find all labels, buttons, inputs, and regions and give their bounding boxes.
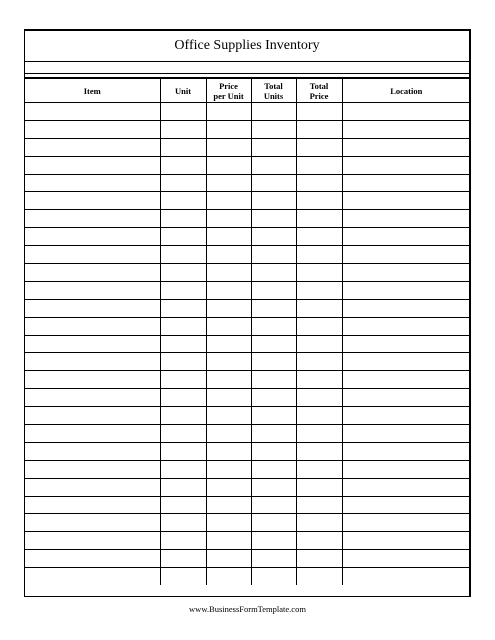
cell-total-units[interactable] <box>251 246 296 264</box>
cell-location[interactable] <box>342 460 470 478</box>
table-row <box>25 425 470 443</box>
table-row <box>25 246 470 264</box>
cell-location[interactable] <box>342 407 470 425</box>
cell-item[interactable] <box>25 389 160 407</box>
table-row <box>25 496 470 514</box>
cell-price-per-unit[interactable] <box>206 550 251 568</box>
cell-item[interactable] <box>25 156 160 174</box>
footer-url: www.BusinessFormTemplate.com <box>189 604 306 614</box>
table-row <box>25 407 470 425</box>
cell-total-units[interactable] <box>251 264 296 282</box>
cell-total-units[interactable] <box>251 353 296 371</box>
cell-location[interactable] <box>342 281 470 299</box>
cell-unit[interactable] <box>160 353 206 371</box>
cell-total-price[interactable] <box>296 568 342 585</box>
cell-location[interactable] <box>342 478 470 496</box>
cell-unit[interactable] <box>160 246 206 264</box>
cell-item[interactable] <box>25 228 160 246</box>
cell-unit[interactable] <box>160 514 206 532</box>
cell-location[interactable] <box>342 389 470 407</box>
cell-total-units[interactable] <box>251 425 296 443</box>
table-row <box>25 532 470 550</box>
cell-price-per-unit[interactable] <box>206 317 251 335</box>
cell-location[interactable] <box>342 532 470 550</box>
table-row <box>25 192 470 210</box>
column-header-label: Total Price <box>309 80 329 101</box>
table-row <box>25 281 470 299</box>
cell-total-price[interactable] <box>296 299 342 317</box>
cell-location[interactable] <box>342 371 470 389</box>
table-row <box>25 568 470 585</box>
cell-total-price[interactable] <box>296 478 342 496</box>
cell-price-per-unit[interactable] <box>206 568 251 585</box>
table-row <box>25 210 470 228</box>
cell-total-units[interactable] <box>251 228 296 246</box>
header-divider <box>25 73 469 74</box>
cell-location[interactable] <box>342 353 470 371</box>
cell-total-units[interactable] <box>251 174 296 192</box>
table-row <box>25 389 470 407</box>
column-header-label: Price per Unit <box>213 80 244 101</box>
cell-price-per-unit[interactable] <box>206 299 251 317</box>
cell-total-price[interactable] <box>296 353 342 371</box>
cell-unit[interactable] <box>160 174 206 192</box>
cell-location[interactable] <box>342 335 470 353</box>
inventory-form-frame <box>24 29 471 597</box>
cell-item[interactable] <box>25 103 160 121</box>
cell-unit[interactable] <box>160 460 206 478</box>
cell-total-price[interactable] <box>296 192 342 210</box>
form-title: Office Supplies Inventory <box>25 31 469 62</box>
cell-item[interactable] <box>25 371 160 389</box>
table-row <box>25 228 470 246</box>
table-header-row <box>25 78 470 103</box>
cell-item[interactable] <box>25 120 160 138</box>
cell-total-units[interactable] <box>251 532 296 550</box>
table-row <box>25 156 470 174</box>
cell-total-price[interactable] <box>296 460 342 478</box>
cell-location[interactable] <box>342 496 470 514</box>
cell-total-price[interactable] <box>296 210 342 228</box>
cell-unit[interactable] <box>160 138 206 156</box>
cell-location[interactable] <box>342 156 470 174</box>
cell-unit[interactable] <box>160 496 206 514</box>
cell-unit[interactable] <box>160 156 206 174</box>
cell-unit[interactable] <box>160 550 206 568</box>
table-row <box>25 478 470 496</box>
table-row <box>25 335 470 353</box>
cell-total-units[interactable] <box>251 389 296 407</box>
cell-total-units[interactable] <box>251 103 296 121</box>
cell-item[interactable] <box>25 442 160 460</box>
cell-item[interactable] <box>25 550 160 568</box>
cell-location[interactable] <box>342 425 470 443</box>
cell-item[interactable] <box>25 246 160 264</box>
table-row <box>25 299 470 317</box>
cell-price-per-unit[interactable] <box>206 496 251 514</box>
cell-total-price[interactable] <box>296 550 342 568</box>
cell-unit[interactable] <box>160 317 206 335</box>
column-header-unit <box>160 78 206 103</box>
cell-total-units[interactable] <box>251 568 296 585</box>
cell-price-per-unit[interactable] <box>206 532 251 550</box>
cell-price-per-unit[interactable] <box>206 192 251 210</box>
cell-item[interactable] <box>25 460 160 478</box>
cell-unit[interactable] <box>160 120 206 138</box>
column-header-label: Unit <box>174 85 192 96</box>
cell-unit[interactable] <box>160 299 206 317</box>
cell-unit[interactable] <box>160 407 206 425</box>
cell-total-price[interactable] <box>296 407 342 425</box>
cell-price-per-unit[interactable] <box>206 514 251 532</box>
cell-item[interactable] <box>25 496 160 514</box>
cell-total-units[interactable] <box>251 335 296 353</box>
cell-item[interactable] <box>25 138 160 156</box>
cell-total-units[interactable] <box>251 317 296 335</box>
table-row <box>25 103 470 121</box>
cell-total-units[interactable] <box>251 550 296 568</box>
cell-unit[interactable] <box>160 371 206 389</box>
table-row <box>25 514 470 532</box>
cell-price-per-unit[interactable] <box>206 460 251 478</box>
cell-location[interactable] <box>342 103 470 121</box>
column-header-location <box>342 78 470 103</box>
column-header-label: Location <box>390 85 423 96</box>
cell-item[interactable] <box>25 210 160 228</box>
cell-item[interactable] <box>25 299 160 317</box>
cell-price-per-unit[interactable] <box>206 353 251 371</box>
cell-total-units[interactable] <box>251 120 296 138</box>
cell-total-price[interactable] <box>296 228 342 246</box>
cell-location[interactable] <box>342 138 470 156</box>
cell-price-per-unit[interactable] <box>206 210 251 228</box>
table-row <box>25 264 470 282</box>
cell-location[interactable] <box>342 550 470 568</box>
table-row <box>25 120 470 138</box>
cell-location[interactable] <box>342 317 470 335</box>
cell-location[interactable] <box>342 120 470 138</box>
column-header-price-per-unit <box>206 78 251 103</box>
cell-location[interactable] <box>342 442 470 460</box>
cell-price-per-unit[interactable] <box>206 389 251 407</box>
cell-item[interactable] <box>25 425 160 443</box>
cell-unit[interactable] <box>160 192 206 210</box>
cell-total-price[interactable] <box>296 156 342 174</box>
cell-price-per-unit[interactable] <box>206 174 251 192</box>
cell-total-units[interactable] <box>251 138 296 156</box>
cell-location[interactable] <box>342 514 470 532</box>
cell-price-per-unit[interactable] <box>206 246 251 264</box>
table-row <box>25 138 470 156</box>
column-header-item <box>25 78 160 103</box>
cell-price-per-unit[interactable] <box>206 407 251 425</box>
cell-total-units[interactable] <box>251 407 296 425</box>
cell-unit[interactable] <box>160 264 206 282</box>
inventory-table <box>25 77 470 585</box>
cell-item[interactable] <box>25 174 160 192</box>
cell-unit[interactable] <box>160 425 206 443</box>
cell-total-price[interactable] <box>296 514 342 532</box>
cell-total-price[interactable] <box>296 103 342 121</box>
column-header-total-units <box>251 78 296 103</box>
cell-item[interactable] <box>25 353 160 371</box>
cell-item[interactable] <box>25 407 160 425</box>
cell-total-units[interactable] <box>251 192 296 210</box>
cell-total-units[interactable] <box>251 299 296 317</box>
cell-price-per-unit[interactable] <box>206 103 251 121</box>
cell-total-units[interactable] <box>251 210 296 228</box>
table-row <box>25 317 470 335</box>
cell-total-price[interactable] <box>296 389 342 407</box>
cell-unit[interactable] <box>160 281 206 299</box>
cell-item[interactable] <box>25 281 160 299</box>
cell-total-price[interactable] <box>296 281 342 299</box>
cell-unit[interactable] <box>160 210 206 228</box>
cell-total-price[interactable] <box>296 174 342 192</box>
table-row <box>25 442 470 460</box>
table-row <box>25 460 470 478</box>
cell-total-units[interactable] <box>251 496 296 514</box>
cell-unit[interactable] <box>160 389 206 407</box>
cell-price-per-unit[interactable] <box>206 264 251 282</box>
cell-total-price[interactable] <box>296 371 342 389</box>
table-row <box>25 371 470 389</box>
cell-total-price[interactable] <box>296 138 342 156</box>
cell-price-per-unit[interactable] <box>206 228 251 246</box>
cell-total-price[interactable] <box>296 335 342 353</box>
cell-price-per-unit[interactable] <box>206 335 251 353</box>
cell-item[interactable] <box>25 317 160 335</box>
cell-item[interactable] <box>25 514 160 532</box>
cell-price-per-unit[interactable] <box>206 478 251 496</box>
cell-unit[interactable] <box>160 103 206 121</box>
cell-item[interactable] <box>25 532 160 550</box>
cell-price-per-unit[interactable] <box>206 156 251 174</box>
cell-price-per-unit[interactable] <box>206 281 251 299</box>
column-header-label: Item <box>83 85 101 96</box>
cell-unit[interactable] <box>160 568 206 585</box>
cell-total-price[interactable] <box>296 532 342 550</box>
column-header-total-price <box>296 78 342 103</box>
cell-location[interactable] <box>342 228 470 246</box>
table-row <box>25 550 470 568</box>
cell-total-price[interactable] <box>296 120 342 138</box>
cell-total-price[interactable] <box>296 425 342 443</box>
cell-location[interactable] <box>342 299 470 317</box>
cell-price-per-unit[interactable] <box>206 425 251 443</box>
cell-item[interactable] <box>25 568 160 585</box>
cell-total-units[interactable] <box>251 514 296 532</box>
cell-price-per-unit[interactable] <box>206 120 251 138</box>
cell-total-price[interactable] <box>296 496 342 514</box>
cell-total-units[interactable] <box>251 442 296 460</box>
cell-price-per-unit[interactable] <box>206 138 251 156</box>
cell-total-price[interactable] <box>296 246 342 264</box>
cell-location[interactable] <box>342 246 470 264</box>
cell-unit[interactable] <box>160 532 206 550</box>
cell-location[interactable] <box>342 264 470 282</box>
cell-item[interactable] <box>25 264 160 282</box>
cell-unit[interactable] <box>160 478 206 496</box>
cell-total-units[interactable] <box>251 156 296 174</box>
cell-item[interactable] <box>25 192 160 210</box>
table-row <box>25 174 470 192</box>
cell-total-units[interactable] <box>251 371 296 389</box>
cell-total-price[interactable] <box>296 442 342 460</box>
column-header-label: Total Units <box>263 80 284 101</box>
cell-total-units[interactable] <box>251 460 296 478</box>
table-body <box>25 103 470 586</box>
cell-total-price[interactable] <box>296 317 342 335</box>
cell-item[interactable] <box>25 478 160 496</box>
cell-price-per-unit[interactable] <box>206 442 251 460</box>
cell-total-units[interactable] <box>251 478 296 496</box>
cell-location[interactable] <box>342 210 470 228</box>
cell-unit[interactable] <box>160 442 206 460</box>
cell-location[interactable] <box>342 192 470 210</box>
cell-total-price[interactable] <box>296 264 342 282</box>
cell-unit[interactable] <box>160 335 206 353</box>
cell-price-per-unit[interactable] <box>206 371 251 389</box>
cell-total-units[interactable] <box>251 281 296 299</box>
cell-location[interactable] <box>342 174 470 192</box>
cell-item[interactable] <box>25 335 160 353</box>
table-row <box>25 353 470 371</box>
cell-location[interactable] <box>342 568 470 585</box>
cell-unit[interactable] <box>160 228 206 246</box>
